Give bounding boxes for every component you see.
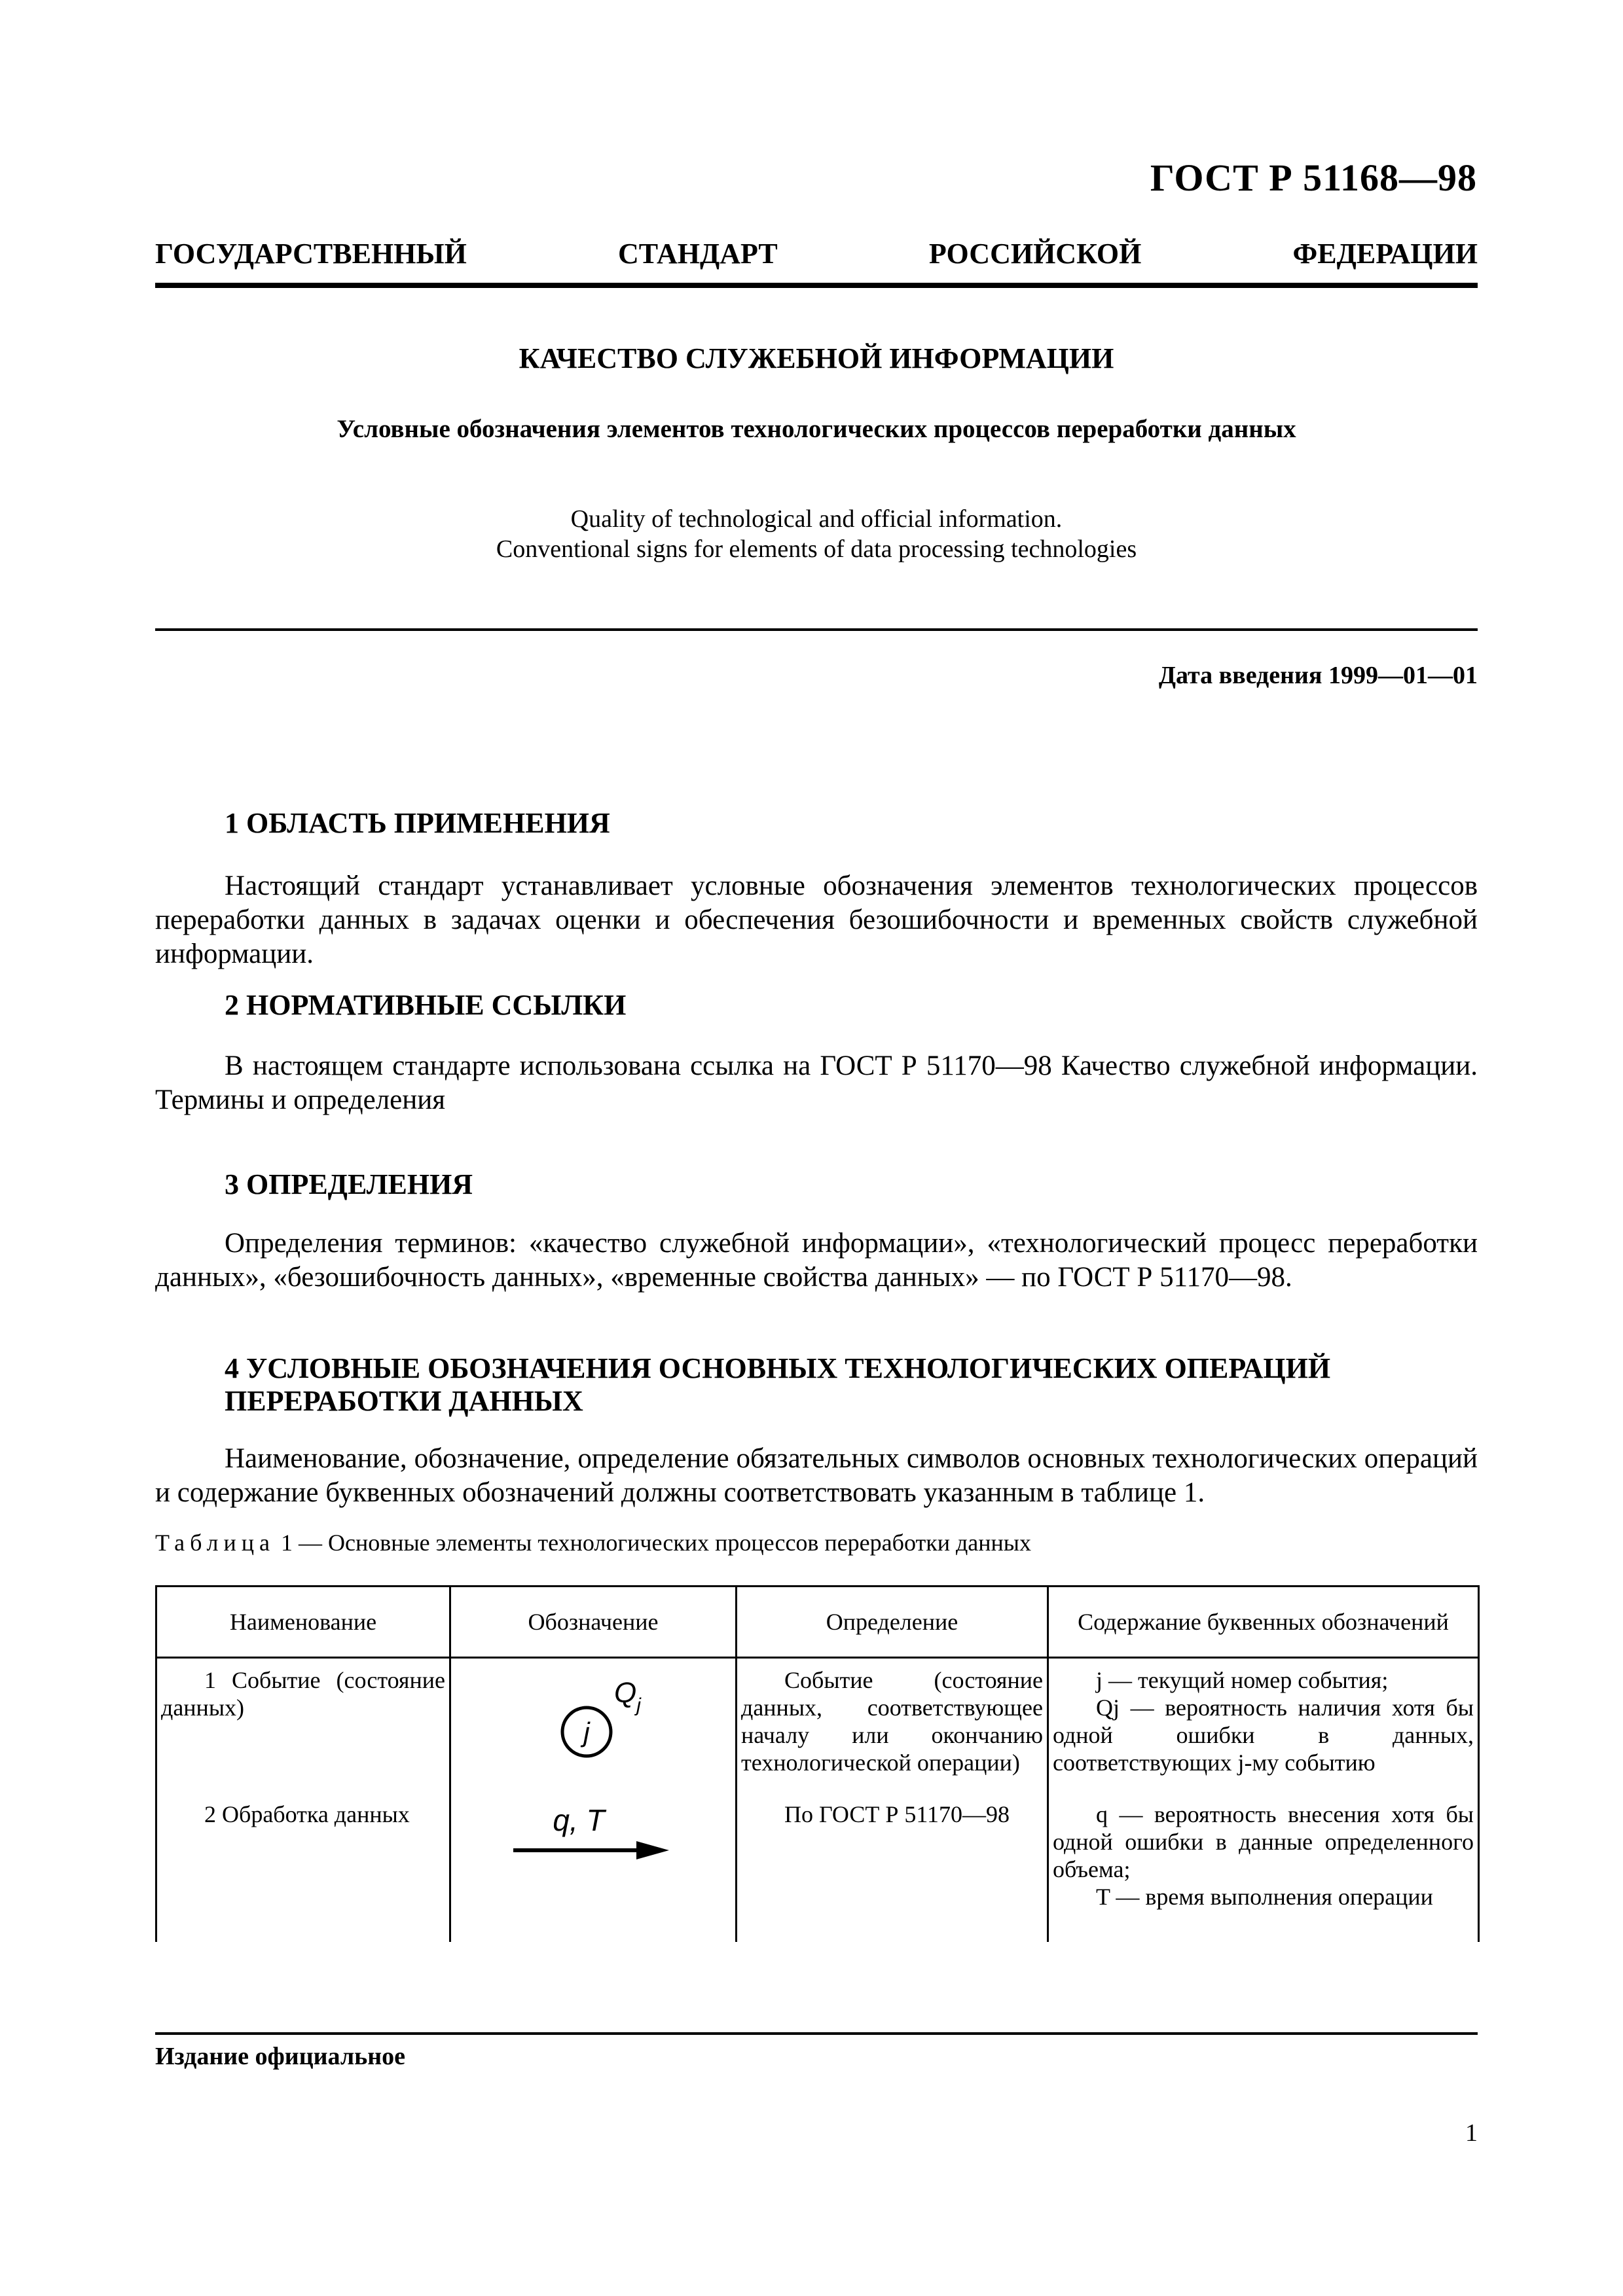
probability-label [614, 1677, 642, 1716]
definition-cell [737, 1658, 1048, 1787]
name-cell [156, 1658, 450, 1787]
event-circle-symbol [528, 1666, 659, 1778]
column-header: Содержание буквенных обозначений [1048, 1587, 1479, 1658]
header-word: СТАНДАРТ [618, 238, 778, 270]
event-index-label: j [583, 1717, 590, 1748]
name-cell [156, 1786, 450, 1942]
header-word: ГОСУДАРСТВЕННЫЙ [155, 238, 467, 270]
table-caption-text: 1 — Основные элементы технологических процессов переработки данных [274, 1530, 1031, 1556]
column-header: Обозначение [450, 1587, 737, 1658]
probability-symbol: Q [614, 1677, 637, 1709]
cell-text: q — вероятность внесения хотя бы одной ошибки в данные определенного объема; [1053, 1801, 1474, 1882]
state-standard-header [155, 237, 1478, 270]
document-title: КАЧЕСТВО СЛУЖЕБНОЙ ИНФОРМАЦИИ [519, 342, 1114, 374]
section-heading-line: 4 УСЛОВНЫЕ ОБОЗНАЧЕНИЯ ОСНОВНЫХ ТЕХНОЛОГИЧЕСКИХ ОПЕРАЦИЙ [225, 1352, 1331, 1384]
english-title-line: Conventional signs for elements of data processing technologies [496, 535, 1137, 563]
table-row [156, 1786, 1479, 1942]
title-divider [155, 628, 1478, 631]
probability-subscript: j [636, 1695, 641, 1716]
arrow-head-icon [636, 1841, 669, 1859]
document-number: ГОСТ Р 51168—98 [1150, 156, 1477, 199]
table-caption [155, 1529, 1031, 1556]
cell-text: j — текущий номер события; [1096, 1667, 1389, 1693]
english-title [155, 504, 1478, 564]
header-word: ФЕДЕРАЦИИ [1292, 238, 1478, 270]
section-text: Настоящий стандарт устанавливает условные обозначения элементов технологических процессов переработки данных в задачах оценки и обеспечения безошибочности и временных свойств служебной информации. [155, 870, 1478, 969]
introduction-date: Дата введения 1999—01—01 [1158, 662, 1478, 689]
header-word: РОССИЙСКОЙ [928, 238, 1142, 270]
arrow-label: q, T [553, 1803, 605, 1837]
cell-text: Qj — вероятность наличия хотя бы одной ошибки в данных, соответствующих j-му событию [1053, 1695, 1474, 1776]
section-text: В настоящем стандарте использована ссылка на ГОСТ Р 51170—98 Качество служебной информации. Термины и определения [155, 1050, 1478, 1115]
cell-text: Событие (состояние данных, соответствующее началу или окончанию технологической операции) [741, 1667, 1043, 1776]
cell-text: 1 Событие (состояние данных) [161, 1667, 445, 1721]
section-text: Наименование, обозначение, определение обязательных символов основных технологических операций и содержание буквенных обозначений должны соответствовать указанным в таблице 1. [155, 1443, 1478, 1508]
header-divider [155, 283, 1478, 288]
content-cell [1048, 1658, 1479, 1787]
symbol-cell [450, 1658, 737, 1787]
table-row [156, 1658, 1479, 1787]
definition-cell [737, 1786, 1048, 1942]
cell-text: По ГОСТ Р 51170—98 [784, 1801, 1010, 1827]
english-title-line: Quality of technological and official information. [570, 505, 1063, 533]
cell-text: 2 Обработка данных [204, 1801, 410, 1827]
symbol-cell [450, 1786, 737, 1942]
page-number: 1 [1465, 2119, 1478, 2147]
table-caption-word: Таблица [155, 1530, 275, 1556]
document-subtitle: Условные обозначения элементов технологических процессов переработки данных [337, 415, 1296, 443]
content-cell [1048, 1786, 1479, 1942]
section-heading: 2 НОРМАТИВНЫЕ ССЫЛКИ [225, 989, 627, 1021]
edition-label: Издание официальное [155, 2043, 406, 2070]
elements-table [155, 1585, 1480, 1942]
section-text: Определения терминов: «качество служебной информации», «технологический процесс переработки данных», «безошибочность данных», «временные свойства данных» — по ГОСТ Р 51170—98. [155, 1228, 1478, 1293]
table-header-row [156, 1587, 1479, 1658]
column-header: Наименование [156, 1587, 450, 1658]
column-header: Определение [737, 1587, 1048, 1658]
section-heading: 1 ОБЛАСТЬ ПРИМЕНЕНИЯ [225, 807, 610, 839]
section-heading: 3 ОПРЕДЕЛЕНИЯ [225, 1168, 473, 1200]
processing-arrow-symbol [508, 1798, 678, 1870]
footer-divider [155, 2032, 1478, 2035]
section-heading [225, 1352, 1330, 1418]
section-heading-line: ПЕРЕРАБОТКИ ДАННЫХ [225, 1385, 583, 1417]
cell-text: T — время выполнения операции [1096, 1884, 1433, 1910]
